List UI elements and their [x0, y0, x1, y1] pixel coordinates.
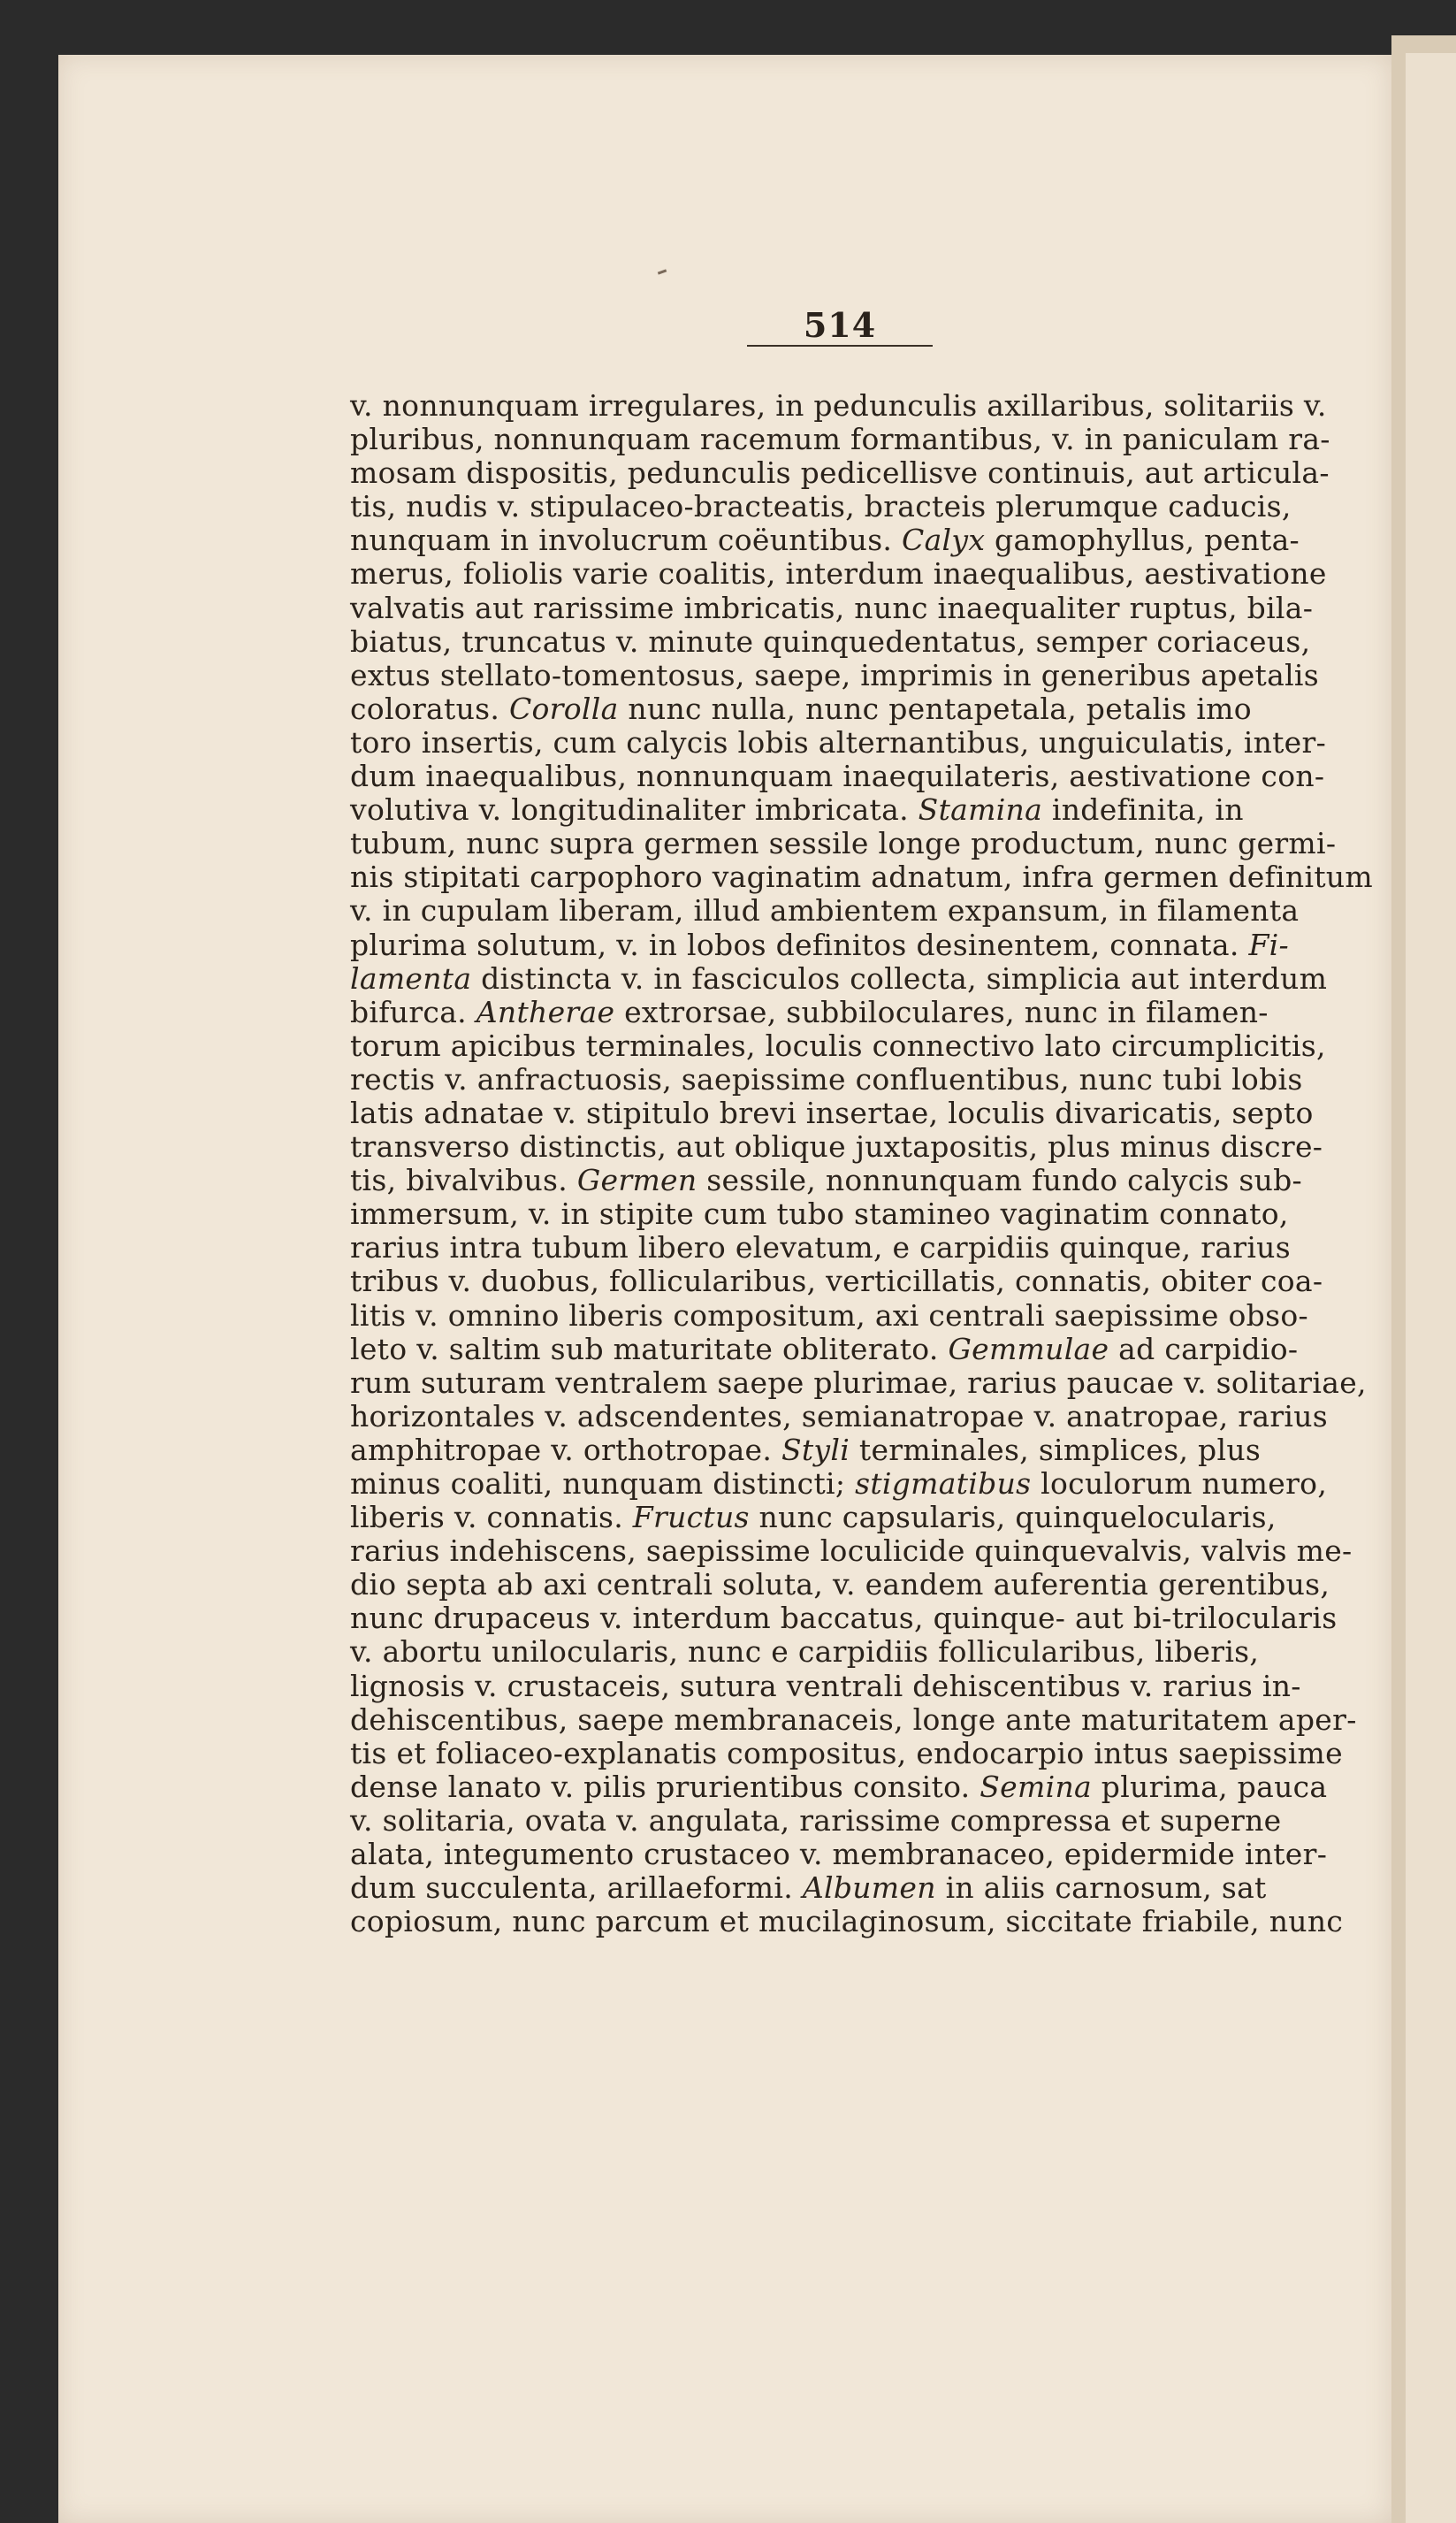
text-line: tis, nudis v. stipulaceo-bracteatis, bracteis plerumque caducis, — [350, 489, 1292, 524]
text-line: plurima solutum, v. in lobos definitos desinentem, connata. Fi- — [350, 927, 1289, 962]
text-line: mosam dispositis, pedunculis pedicellisve continuis, aut articula- — [350, 455, 1330, 491]
text-line: merus, foliolis varie coalitis, interdum inaequalibus, aestivatione — [350, 556, 1327, 592]
text-line: tis et foliaceo-explanatis compositus, endocarpio intus saepissime — [350, 1735, 1343, 1770]
text-line: nunquam in involucrum coëuntibus. Calyx gamophyllus, penta- — [350, 523, 1300, 558]
text-line: immersum, v. in stipite cum tubo stamineo vaginatim connato, — [350, 1197, 1289, 1232]
text-line: horizontales v. adscendentes, semianatropae v. anatropae, rarius — [350, 1398, 1329, 1434]
text-line: copiosum, nunc parcum et mucilaginosum, siccitate friabile, nunc — [350, 1904, 1344, 1939]
text-line: extus stellato-tomentosus, saepe, imprimis in generibus apetalis — [350, 657, 1320, 692]
text-line: v. solitaria, ovata v. angulata, rarissime compressa et superne — [350, 1802, 1282, 1838]
text-line: v. in cupulam liberam, illud ambientem expansum, in filamenta — [350, 893, 1300, 929]
text-line: coloratus. Corolla nunc nulla, nunc pentapetala, petalis imo — [350, 691, 1252, 726]
text-line: amphitropae v. orthotropae. Styli terminales, simplices, plus — [350, 1432, 1262, 1467]
page-number-rule — [747, 345, 933, 347]
text-line: rarius indehiscens, saepissime loculicide quinquevalvis, valvis me- — [350, 1533, 1353, 1569]
text-line: v. nonnunquam irregulares, in pedunculis axillaribus, solitariis v. — [350, 388, 1327, 423]
text-line: alata, integumento crustaceo v. membranaceo, epidermide inter- — [350, 1837, 1328, 1872]
text-line: dum succulenta, arillaeformi. Albumen in aliis carnosum, sat — [350, 1870, 1267, 1906]
text-line: dense lanato v. pilis prurientibus consito. Semina plurima, pauca — [350, 1769, 1328, 1804]
text-line: tubum, nunc supra germen sessile longe productum, nunc germi- — [350, 826, 1337, 861]
text-line: torum apicibus terminales, loculis connectivo lato circumplicitis, — [350, 1028, 1326, 1063]
text-line: nunc drupaceus v. interdum baccatus, quinque- aut bi-trilocularis — [350, 1601, 1338, 1636]
text-line: valvatis aut rarissime imbricatis, nunc inaequaliter ruptus, bila- — [350, 590, 1314, 625]
text-line: biatus, truncatus v. minute quinquedentatus, semper coriaceus, — [350, 623, 1311, 659]
body-text — [350, 388, 1374, 1939]
adjacent-page — [1406, 53, 1456, 2523]
text-line: leto v. saltim sub maturitate obliterato. Gemmulae ad carpidio- — [350, 1331, 1299, 1366]
text-line: nis stipitati carpophoro vaginatim adnatum, infra germen definitum — [350, 860, 1374, 895]
text-line: dio septa ab axi centrali soluta, v. eandem auferentia gerentibus, — [350, 1567, 1330, 1602]
text-line: volutiva v. longitudinaliter imbricata. Stamina indefinita, in — [350, 792, 1244, 828]
text-line: tis, bivalvibus. Germen sessile, nonnunquam fundo calycis sub- — [350, 1163, 1303, 1198]
text-line: dum inaequalibus, nonnunquam inaequilateris, aestivatione con- — [350, 759, 1325, 794]
text-line: toro insertis, cum calycis lobis alternantibus, unguiculatis, inter- — [350, 724, 1327, 760]
text-line: liberis v. connatis. Fructus nunc capsularis, quinquelocularis, — [350, 1500, 1277, 1535]
text-line: dehiscentibus, saepe membranaceis, longe ante maturitatem aper- — [350, 1701, 1357, 1737]
text-line: rectis v. anfractuosis, saepissime confluentibus, nunc tubi lobis — [350, 1061, 1303, 1097]
text-line: tribus v. duobus, follicularibus, verticillatis, connatis, obiter coa- — [350, 1264, 1323, 1299]
text-line: latis adnatae v. stipitulo brevi insertae, loculis divaricatis, septo — [350, 1095, 1314, 1130]
page-number: 514 — [803, 305, 877, 345]
text-line: pluribus, nonnunquam racemum formantibus, v. in paniculam ra- — [350, 422, 1330, 457]
text-line: transverso distinctis, aut oblique juxtapositis, plus minus discre- — [350, 1129, 1323, 1165]
text-line: bifurca. Antherae extrorsae, subbiloculares, nunc in filamen- — [350, 994, 1269, 1029]
text-line: rarius intra tubum libero elevatum, e carpidiis quinque, rarius — [350, 1230, 1291, 1265]
text-line: litis v. omnino liberis compositum, axi centrali saepissime obso- — [350, 1297, 1308, 1333]
text-line: v. abortu unilocularis, nunc e carpidiis follicularibus, liberis, — [350, 1634, 1260, 1670]
text-line: minus coaliti, nunquam distincti; stigmatibus loculorum numero, — [350, 1466, 1328, 1501]
text-line: rum suturam ventralem saepe plurimae, rarius paucae v. solitariae, — [350, 1365, 1367, 1400]
text-line: lignosis v. crustaceis, sutura ventrali dehiscentibus v. rarius in- — [350, 1668, 1301, 1703]
text-line: lamenta distincta v. in fasciculos collecta, simplicia aut interdum — [350, 960, 1328, 996]
